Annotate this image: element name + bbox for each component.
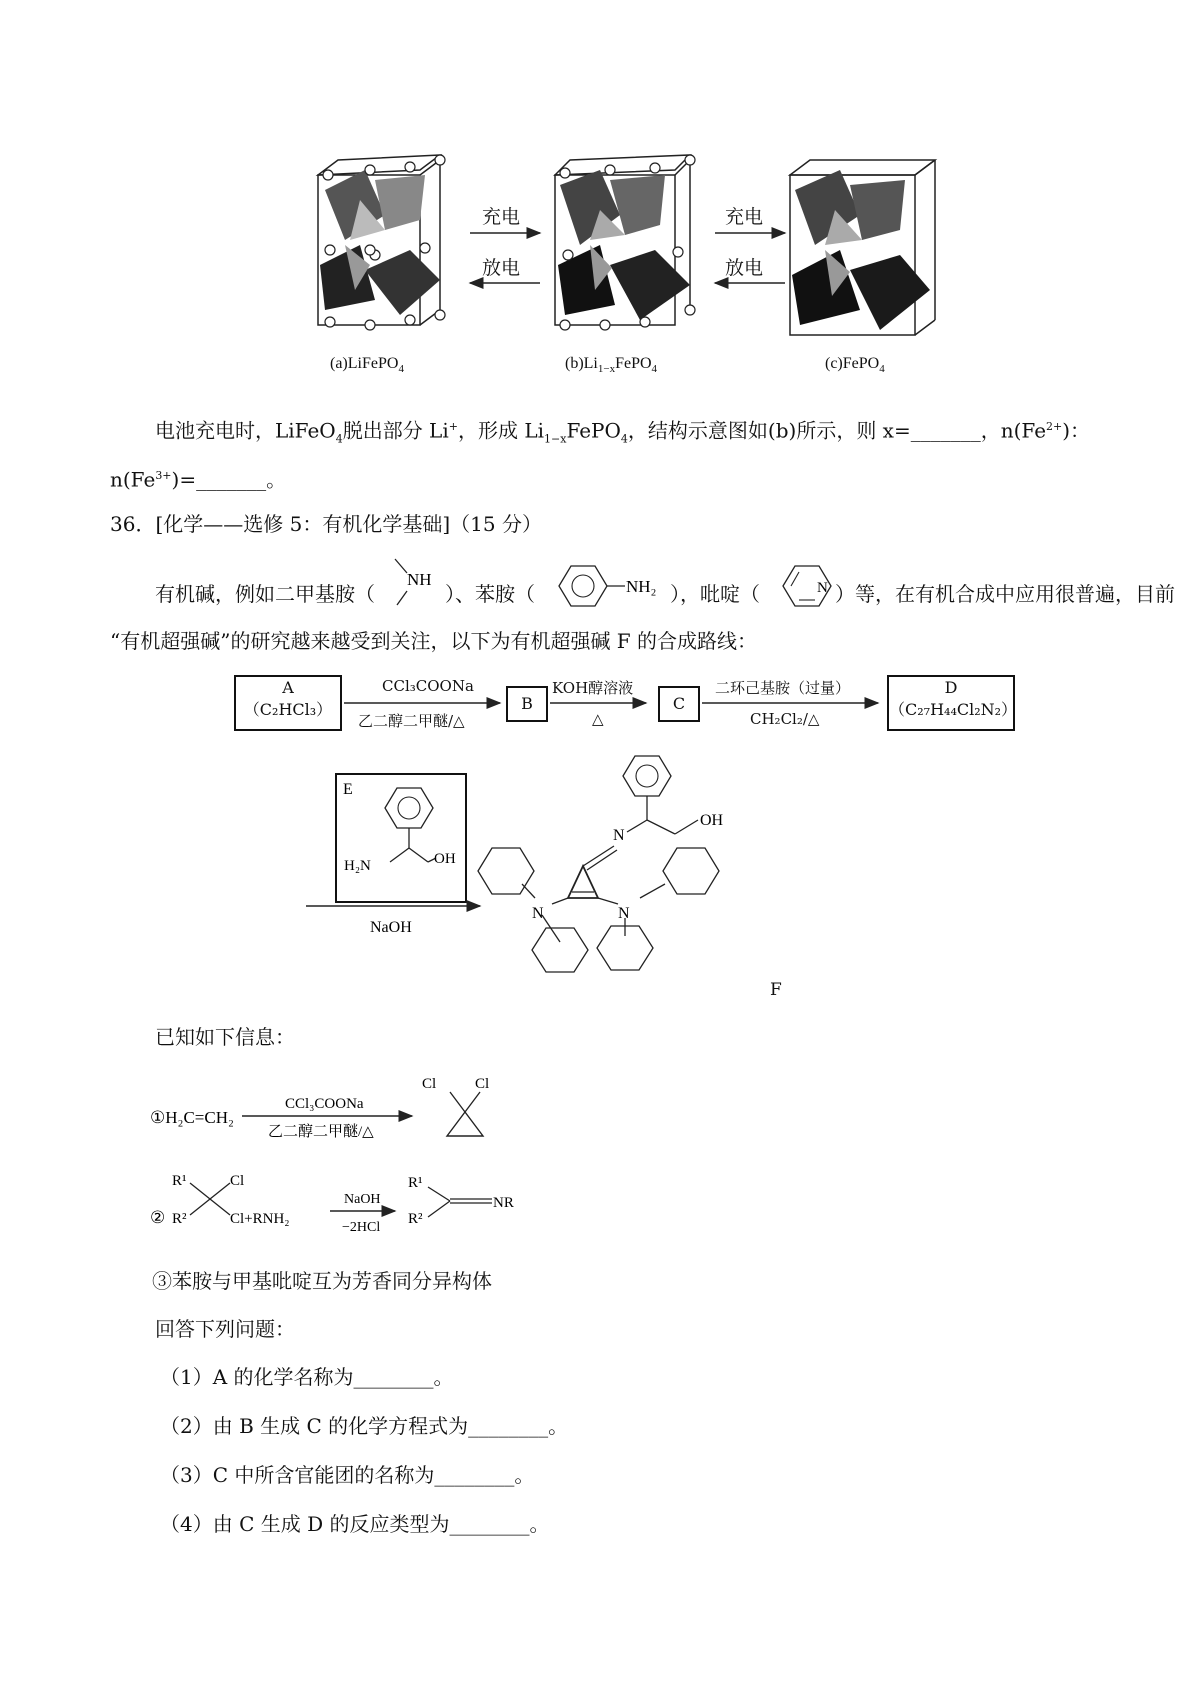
question-36-title: 36．[化学——选修 5：有机化学基础]（15 分） — [110, 512, 542, 536]
compound-a-formula: （C₂HCl₃） — [243, 700, 333, 719]
intro-line1 — [155, 555, 1175, 615]
info-3: ③苯胺与甲基吡啶互为芳香同分异构体 — [152, 1269, 492, 1293]
compound-e-name: E — [343, 781, 353, 798]
compound-e-oh: OH — [434, 851, 456, 867]
answer-prompt: 回答下列问题： — [155, 1317, 295, 1341]
compound-b-name: B — [521, 694, 533, 713]
question-3: （3）C 中所含官能团的名称为________。 — [160, 1463, 535, 1487]
step1-bottom-conditions: 乙二醇二甲醚/△ — [358, 712, 465, 730]
compound-b-box — [506, 686, 548, 722]
intro-part2: ）、苯胺（ — [445, 582, 535, 606]
info-1-svg — [150, 1070, 550, 1150]
info-1 — [150, 1070, 550, 1150]
info-2-product-r1: R¹ — [408, 1175, 423, 1191]
pyridine-structure — [777, 560, 837, 612]
compound-c-box — [658, 686, 700, 722]
info-2-cl-top: Cl — [230, 1173, 245, 1189]
question-4: （4）由 C 生成 D 的反应类型为________。 — [160, 1512, 550, 1536]
info-1-bottom-conditions: 乙二醇二甲醚/△ — [268, 1124, 374, 1140]
crystal-a-label: (a)LiFePO$_4$ — [330, 355, 404, 376]
arrow1-bottom-label: 放电 — [482, 257, 521, 279]
charging-paragraph-line1: 电池充电时，LiFeO$_4$脱出部分 Li+，形成 $Li_{1-x}FePO_4$，结构示意图如(b)所示，则 x=_______，$n(Fe^{2+})$： — [155, 418, 1091, 446]
synthesis-route-row1 — [0, 665, 1200, 745]
step4-bottom-reagent: NaOH — [370, 919, 412, 936]
arrow2-bottom-label: 放电 — [725, 257, 764, 279]
info-2-svg — [150, 1165, 550, 1245]
step3-bottom-conditions: CH₂Cl₂/△ — [750, 710, 820, 728]
charging-paragraph-line2: $n(Fe^{3+})=\_\_\_\_\_\_\_$。 — [110, 467, 287, 492]
compound-e-h2n: H₂N — [344, 858, 371, 874]
nh2-label: NH₂ — [626, 577, 657, 596]
info-2-r2: R² — [172, 1211, 187, 1227]
info-2-cl-bottom: Cl+RNH₂ — [230, 1211, 290, 1227]
info-2-bottom-conditions: −2HCl — [342, 1220, 381, 1235]
intro-line2: “有机超强碱”的研究越来越受到关注，以下为有机超强碱 F 的合成路线： — [110, 629, 758, 653]
crystal-b-label: $(b)Li_{1-x}FePO_4$ — [565, 355, 658, 376]
crystal-figure-svg — [0, 0, 1200, 380]
crystal-b — [555, 155, 695, 330]
arrow1-top-label: 充电 — [482, 206, 521, 228]
info-2-marker: ② — [150, 1208, 166, 1227]
info-1-cl-left: Cl — [422, 1076, 437, 1092]
compound-f-right-n: N — [618, 905, 630, 922]
compound-a-box — [234, 675, 342, 731]
step2-top-reagent: KOH醇溶液 — [552, 679, 634, 697]
info-1-reactant: ①H₂C=CH₂ — [150, 1108, 234, 1127]
info-1-cl-right: Cl — [475, 1076, 490, 1092]
info-2-r1: R¹ — [172, 1173, 187, 1189]
dimethylamine-structure — [385, 555, 445, 611]
crystal-a — [318, 155, 445, 330]
intro-part4: ）等，在有机合成中应用很普遍，目前 — [835, 582, 1175, 606]
compound-a-name: A — [282, 678, 294, 697]
aniline-structure — [541, 560, 671, 612]
intro-part1: 有机碱，例如二甲基胺（ — [155, 582, 375, 606]
info-2-product-r2: R² — [408, 1211, 423, 1227]
step2-bottom-conditions: △ — [592, 710, 604, 728]
compound-f-label: F — [770, 980, 782, 1000]
arrow2-top-label: 充电 — [725, 206, 764, 228]
route-row2-svg — [0, 740, 1200, 1020]
question-2: （2）由 B 生成 C 的化学方程式为________。 — [160, 1414, 569, 1438]
compound-c-name: C — [672, 694, 686, 713]
step1-top-reagent: CCl₃COONa — [382, 677, 474, 695]
info-2-top-reagent: NaOH — [344, 1192, 381, 1207]
info-2 — [150, 1165, 550, 1245]
compound-f-oh: OH — [700, 812, 724, 829]
compound-f-left-n: N — [532, 905, 544, 922]
known-info-title: 已知如下信息： — [155, 1025, 295, 1049]
question-1: （1）A 的化学名称为________。 — [160, 1365, 454, 1389]
pyridine-n-label: N — [817, 580, 828, 596]
step3-top-reagent: 二环己基胺（过量） — [715, 679, 851, 697]
info-2-product-nr: NR — [493, 1195, 514, 1211]
compound-d-box — [887, 675, 1018, 731]
info-1-top-reagent: CCl₃COONa — [285, 1096, 364, 1112]
compound-d-formula: （C₂₇H₄₄Cl₂N₂） — [889, 700, 1018, 719]
crystal-figure — [0, 0, 1200, 380]
compound-e-box — [336, 774, 466, 902]
intro-part3: ），吡啶（ — [670, 582, 760, 606]
compound-f-imine-n: N — [613, 827, 625, 844]
nh-label: NH — [407, 570, 432, 589]
crystal-c — [790, 160, 935, 335]
compound-d-name: D — [944, 678, 958, 697]
synthesis-route-row2 — [0, 740, 1200, 1020]
crystal-c-label: (c)FePO$_4$ — [825, 355, 885, 376]
